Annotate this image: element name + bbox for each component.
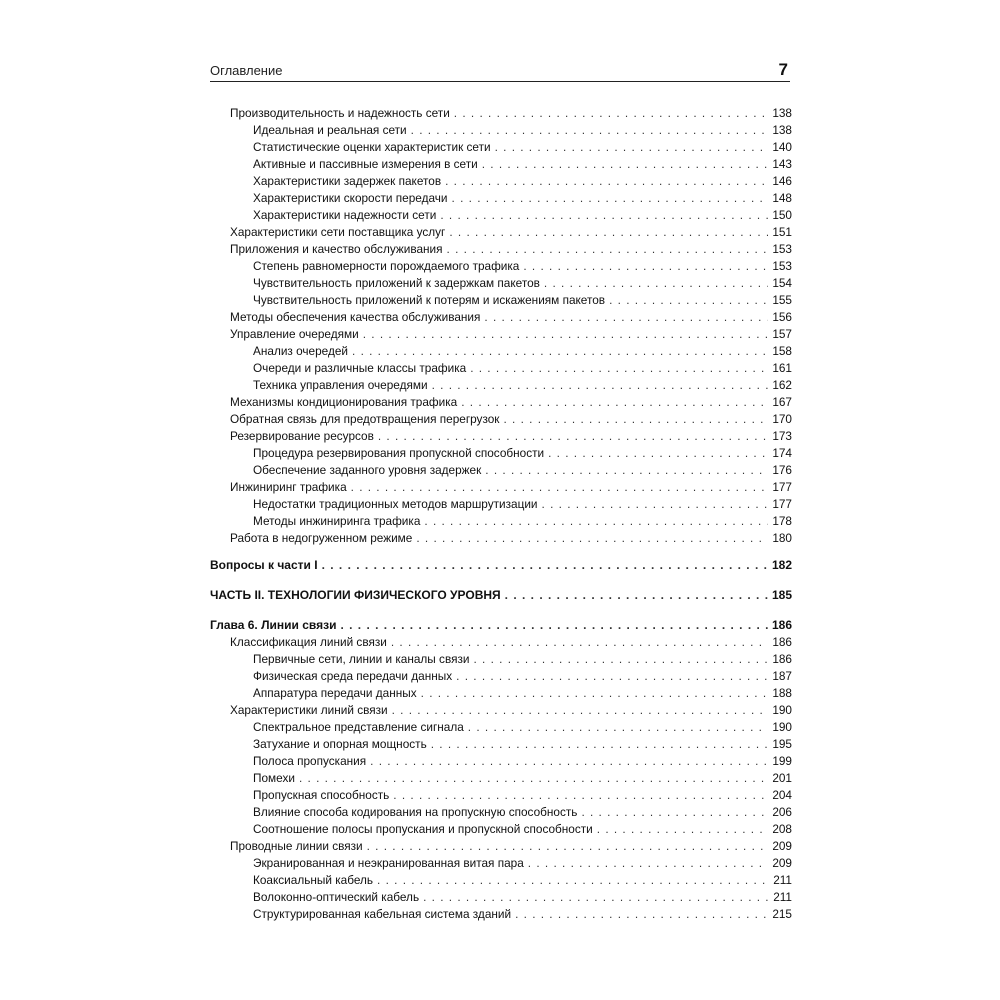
toc-entry-page: 146 [772,174,792,188]
dot-leader [461,395,768,409]
toc-entry [210,514,792,531]
toc-entry [210,191,792,208]
toc-entry-title: Пропускная способность [253,788,390,802]
toc-entry-title: Работа в недогруженном режиме [230,531,413,545]
toc-entry-page: 138 [772,123,792,137]
toc-entry-page: 158 [772,344,792,358]
toc-entry-page: 161 [772,361,792,375]
dot-leader [485,463,768,477]
toc-entry [210,293,792,310]
toc-entry-page: 150 [772,208,792,222]
toc-entry-title: Структурированная кабельная система зданий [253,907,512,921]
toc-entry-page: 155 [772,293,792,307]
toc-entry [210,497,792,514]
dot-leader [503,412,768,426]
toc-entry-title: Проводные линии связи [230,839,363,853]
dot-leader [370,754,768,768]
toc-entry-page: 167 [772,395,792,409]
toc-entry-title: Вопросы к части I [210,558,318,572]
toc-entry-page: 153 [772,259,792,273]
toc-entry [210,276,792,293]
dot-leader [609,293,768,307]
dot-leader [581,805,768,819]
toc-entry-title: Активные и пассивные измерения в сети [253,157,478,171]
toc-entry-page: 211 [773,890,792,904]
toc-entry [210,259,792,276]
toc-entry [210,225,792,242]
dot-leader [473,652,768,666]
toc-entry [210,771,792,788]
toc-entry-title: Чувствительность приложений к задержкам пакетов [253,276,540,290]
toc-entry [210,558,792,575]
toc-entry-page: 180 [772,531,792,545]
toc-entry-title: Экранированная и неэкранированная витая пара [253,856,524,870]
toc-entry-page: 201 [772,771,792,785]
toc-entry-title: Методы обеспечения качества обслуживания [230,310,481,324]
dot-leader [470,361,768,375]
running-head-title: Оглавление [210,63,283,78]
toc-entry-title: Обеспечение заданного уровня задержек [253,463,482,477]
toc-entry [210,720,792,737]
toc-entry-title: Механизмы кондиционирования трафика [230,395,458,409]
toc-entry-page: 154 [772,276,792,290]
dot-leader [447,242,769,256]
toc-entry-title: Затухание и опорная мощность [253,737,427,751]
dot-leader [515,907,768,921]
toc-entry [210,123,792,140]
toc-entry-title: Инжиниринг трафика [230,480,347,494]
toc-entry-title: Классификация линий связи [230,635,387,649]
dot-leader [416,531,768,545]
toc-entry-page: 153 [772,242,792,256]
dot-leader [393,788,768,802]
toc-entry-page: 156 [772,310,792,324]
dot-leader [548,446,768,460]
dot-leader [505,588,768,602]
toc-entry-page: 209 [772,839,792,853]
toc-entry-title: Спектральное представление сигнала [253,720,464,734]
toc-entry [210,208,792,225]
toc-entry-title: Производительность и надежность сети [230,106,450,120]
toc-entry-page: 177 [772,497,792,511]
toc-entry-page: 190 [772,720,792,734]
dot-leader [523,259,768,273]
toc-entry [210,703,792,720]
toc-entry-title: ЧАСТЬ II. ТЕХНОЛОГИИ ФИЗИЧЕСКОГО УРОВНЯ [210,588,501,602]
toc-entry-title: Характеристики надежности сети [253,208,437,222]
toc-entry-page: 174 [772,446,792,460]
toc-entry [210,429,792,446]
toc-entry [210,174,792,191]
toc-entry [210,805,792,822]
dot-leader [377,873,769,887]
dot-leader [421,686,769,700]
toc-entry [210,856,792,873]
dot-leader [352,344,768,358]
dot-leader [440,208,768,222]
dot-leader [449,225,768,239]
toc-entry-title: Полоса пропускания [253,754,367,768]
toc-entry [210,686,792,703]
dot-leader [542,497,769,511]
toc-entry-page: 177 [772,480,792,494]
toc-entry-page: 204 [772,788,792,802]
toc-entry [210,588,792,605]
toc-entry-page: 215 [772,907,792,921]
toc-entry [210,412,792,429]
toc-entry [210,106,792,123]
toc-entry-title: Идеальная и реальная сети [253,123,407,137]
toc-entry-page: 199 [772,754,792,768]
dot-leader [423,890,769,904]
toc-entry-title: Очереди и различные классы трафика [253,361,467,375]
toc-entry [210,531,792,548]
toc-entry-title: Техника управления очередями [253,378,428,392]
toc-entry [210,669,792,686]
toc-entry [210,327,792,344]
toc-entry-title: Коаксиальный кабель [253,873,374,887]
toc-entry-page: 209 [772,856,792,870]
toc-entry-page: 138 [772,106,792,120]
toc-entry-title: Волоконно-оптический кабель [253,890,420,904]
dot-leader [363,327,769,341]
toc-entry-title: Обратная связь для предотвращения перегрузок [230,412,500,426]
dot-leader [495,140,769,154]
toc-entry-title: Помехи [253,771,295,785]
toc-entry-page: 162 [772,378,792,392]
toc-entry [210,907,792,924]
dot-leader [392,703,769,717]
toc-entry-title: Характеристики задержек пакетов [253,174,442,188]
dot-leader [299,771,768,785]
dot-leader [456,669,768,683]
dot-leader [367,839,769,853]
toc-entry-title: Чувствительность приложений к потерям и искажениям пакетов [253,293,606,307]
toc-entry-title: Резервирование ресурсов [230,429,374,443]
toc-entry [210,395,792,412]
toc-entry-page: 186 [772,652,792,666]
toc-entry-title: Аппаратура передачи данных [253,686,417,700]
dot-leader [528,856,769,870]
dot-leader [597,822,769,836]
toc-entry-title: Влияние способа кодирования на пропускную способность [253,805,578,819]
toc-entry [210,378,792,395]
dot-leader [484,310,768,324]
toc-entry [210,788,792,805]
dot-leader [544,276,768,290]
dot-leader [452,191,769,205]
toc-entry [210,890,792,907]
toc-entry-title: Методы инжиниринга трафика [253,514,421,528]
dot-leader [340,618,768,632]
toc-entry-page: 195 [772,737,792,751]
toc-entry-page: 190 [772,703,792,717]
toc-entry-page: 186 [771,618,792,632]
toc-entry-title: Приложения и качество обслуживания [230,242,443,256]
toc-entry-page: 188 [772,686,792,700]
toc-entry-title: Первичные сети, линии и каналы связи [253,652,470,666]
dot-leader [431,737,769,751]
toc-entry-page: 185 [771,588,792,602]
header-rule [210,81,790,82]
dot-leader [322,558,768,572]
toc-entry-title: Статистические оценки характеристик сети [253,140,491,154]
toc-entry-page: 206 [772,805,792,819]
toc-entry-page: 186 [772,635,792,649]
toc-entry-page: 208 [772,822,792,836]
toc-entry-title: Характеристики скорости передачи [253,191,448,205]
toc-entry [210,754,792,771]
toc-entry [210,652,792,669]
toc-entry [210,618,792,635]
toc-entry-page: 173 [772,429,792,443]
toc-entry-page: 140 [772,140,792,154]
dot-leader [411,123,769,137]
toc-entry-title: Степень равномерности порождаемого трафика [253,259,520,273]
dot-leader [391,635,768,649]
toc-entry-title: Управление очередями [230,327,359,341]
toc-entry-page: 211 [773,873,792,887]
page-header [210,58,790,82]
dot-leader [468,720,769,734]
toc-entry-page: 170 [772,412,792,426]
toc-entry-title: Анализ очередей [253,344,349,358]
dot-leader [445,174,768,188]
toc-entry [210,463,792,480]
toc-entry [210,157,792,174]
toc-entry-title: Характеристики линий связи [230,703,388,717]
dot-leader [424,514,768,528]
toc-entry [210,822,792,839]
toc-entry-page: 176 [772,463,792,477]
toc-entry-page: 148 [772,191,792,205]
dot-leader [432,378,769,392]
toc-entry-page: 151 [772,225,792,239]
toc-entry [210,140,792,157]
toc-entry-page: 182 [771,558,792,572]
toc-entry [210,446,792,463]
toc-entry [210,361,792,378]
toc-entry [210,737,792,754]
dot-leader [378,429,768,443]
dot-leader [351,480,769,494]
toc-entry-page: 178 [772,514,792,528]
toc-entry [210,839,792,856]
dot-leader [482,157,769,171]
toc-entry-title: Характеристики сети поставщика услуг [230,225,446,239]
toc-entry-title: Глава 6. Линии связи [210,618,337,632]
toc-entry [210,344,792,361]
toc-entry [210,480,792,497]
toc-entry-page: 187 [772,669,792,683]
toc-entry-page: 157 [772,327,792,341]
toc-entry-title: Соотношение полосы пропускания и пропускной способности [253,822,593,836]
page-number: 7 [778,60,788,79]
toc-entry [210,635,792,652]
toc-entry-title: Физическая среда передачи данных [253,669,453,683]
toc-entry [210,242,792,259]
toc-entry-page: 143 [772,157,792,171]
dot-leader [454,106,769,120]
toc-entry [210,873,792,890]
toc-entry-title: Недостатки традиционных методов маршрутизации [253,497,538,511]
toc-entry-title: Процедура резервирования пропускной способности [253,446,545,460]
toc-entry [210,310,792,327]
